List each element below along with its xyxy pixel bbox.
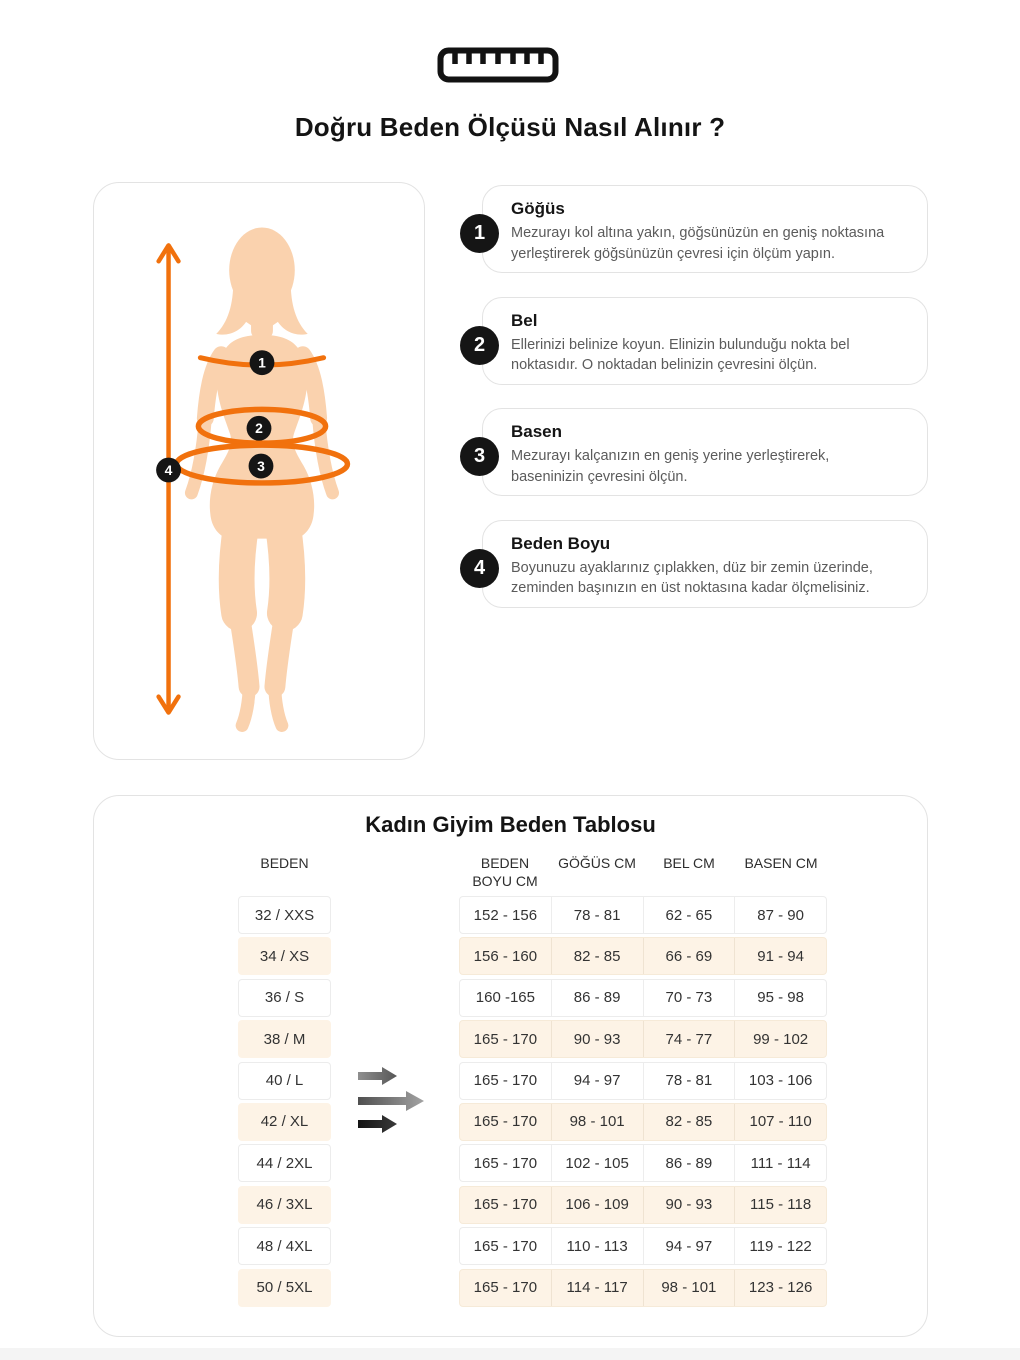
body-figure-card	[93, 182, 425, 760]
footer-strip	[0, 1348, 1020, 1360]
height-cell: 152 - 156	[473, 906, 538, 924]
header-chest: GÖĞÜS CM	[558, 855, 636, 871]
measurement-cells	[459, 1144, 827, 1182]
size-cell: 32 / XXS	[238, 896, 331, 934]
height-cell: 165 - 170	[473, 1196, 538, 1214]
hip-cell: 91 - 94	[734, 938, 826, 974]
instruction-title: Basen	[511, 422, 563, 441]
hip-cell: 119 - 122	[734, 1228, 826, 1264]
instruction-title: Beden Boyu	[511, 533, 611, 553]
waist-cell: 74 - 77	[643, 1021, 735, 1057]
triple-arrow-right-icon	[356, 1067, 426, 1135]
hip-cell: 111 - 114	[734, 1145, 826, 1181]
body-silhouette	[210, 227, 314, 538]
waist-cell: 82 - 85	[643, 1104, 735, 1140]
size-cell: 34 / XS	[238, 937, 331, 975]
header-hip: BASEN CM	[744, 855, 818, 871]
height-cell: 165 - 170	[473, 1279, 538, 1297]
height-cell: 156 - 160	[473, 947, 538, 965]
chest-cell: 94 - 97	[551, 1063, 643, 1099]
body-legs	[237, 526, 288, 726]
instruction-card	[473, 185, 928, 273]
header-height: BEDEN BOYU CM	[472, 855, 538, 889]
chest-cell: 78 - 81	[551, 897, 643, 933]
table-row	[238, 1062, 827, 1100]
row-spacer	[331, 896, 459, 934]
size-table-card	[93, 795, 928, 1337]
instruction-body	[483, 521, 927, 599]
measurement-cells	[459, 1186, 827, 1224]
instruction-number-badge: 3	[460, 437, 499, 476]
size-table-title: Kadın Giyim Beden Tablosu	[365, 812, 656, 837]
size-cell: 44 / 2XL	[238, 1144, 331, 1182]
size-table-header-row	[238, 855, 827, 890]
row-spacer	[331, 979, 459, 1017]
chest-cell: 86 - 89	[551, 980, 643, 1016]
header-waist: BEL CM	[663, 855, 715, 871]
row-spacer	[331, 1269, 459, 1307]
row-spacer	[331, 937, 459, 975]
measurement-cells	[459, 1062, 827, 1100]
waist-cell: 98 - 101	[643, 1270, 735, 1306]
chest-cell: 102 - 105	[551, 1145, 643, 1181]
height-cell: 165 - 170	[473, 1072, 538, 1090]
measurement-cells	[459, 1020, 827, 1058]
instruction-text: Mezurayı kalçanızın en geniş yerine yerleştirerek, baseninizin çevresini ölçün.	[511, 448, 830, 485]
table-row	[238, 1227, 827, 1265]
size-cell: 36 / S	[238, 979, 331, 1017]
size-cell: 46 / 3XL	[238, 1186, 331, 1224]
instruction-number-badge: 2	[460, 326, 499, 365]
marker-1-label: 1	[258, 354, 266, 371]
hip-cell: 123 - 126	[734, 1270, 826, 1306]
measurement-cells	[459, 896, 827, 934]
body-figure-svg	[94, 183, 424, 759]
table-row	[238, 1103, 827, 1141]
instruction-number-badge: 4	[460, 549, 499, 588]
table-row	[238, 1269, 827, 1307]
instruction-number-badge: 1	[460, 214, 499, 253]
size-cell: 40 / L	[238, 1062, 331, 1100]
size-cell: 50 / 5XL	[238, 1269, 331, 1307]
chest-cell: 98 - 101	[551, 1104, 643, 1140]
table-row	[238, 937, 827, 975]
row-spacer	[331, 1144, 459, 1182]
instruction-text: Ellerinizi belinize koyun. Elinizin bulunduğu nokta bel noktasıdır. O noktadan belinizin çevresini ölçün.	[511, 336, 850, 374]
measurement-cells	[459, 1227, 827, 1265]
instruction-card	[473, 297, 928, 385]
size-cell: 42 / XL	[238, 1103, 331, 1141]
instruction-body	[483, 409, 927, 487]
measurement-cells	[459, 979, 827, 1017]
waist-cell: 62 - 65	[643, 897, 735, 933]
waist-cell: 90 - 93	[643, 1187, 735, 1223]
hip-cell: 87 - 90	[734, 897, 826, 933]
marker-2-label: 2	[255, 420, 263, 437]
height-cell: 165 - 170	[473, 1237, 538, 1255]
table-row	[238, 896, 827, 934]
size-cell: 38 / M	[238, 1020, 331, 1058]
waist-cell: 70 - 73	[643, 980, 735, 1016]
row-spacer	[331, 1227, 459, 1265]
table-row	[238, 979, 827, 1017]
instruction-title: Bel	[511, 310, 538, 330]
hip-cell: 103 - 106	[734, 1063, 826, 1099]
row-spacer	[331, 1186, 459, 1224]
waist-cell: 66 - 69	[643, 938, 735, 974]
instruction-card	[473, 408, 928, 496]
instruction-card	[473, 520, 928, 608]
hip-cell: 99 - 102	[734, 1021, 826, 1057]
measurement-cells	[459, 937, 827, 975]
chest-cell: 106 - 109	[551, 1187, 643, 1223]
hip-cell: 107 - 110	[734, 1104, 826, 1140]
chest-cell: 114 - 117	[551, 1270, 643, 1306]
instruction-body	[483, 298, 927, 376]
measurement-cells	[459, 1103, 827, 1141]
instruction-text: Mezurayı kol altına yakın, göğsünüzün en geniş noktasına yerleştirerek göğsünüzün çevresi için ölçüm yapın.	[511, 225, 885, 262]
size-cell: 48 / 4XL	[238, 1227, 331, 1265]
chest-cell: 82 - 85	[551, 938, 643, 974]
size-table-body	[238, 896, 827, 1310]
table-row	[238, 1186, 827, 1224]
waist-cell: 86 - 89	[643, 1145, 735, 1181]
hip-cell: 115 - 118	[734, 1187, 826, 1223]
height-cell: 160 -165	[475, 989, 535, 1007]
chest-cell: 110 - 113	[551, 1228, 643, 1264]
instruction-body	[483, 186, 927, 264]
table-row	[238, 1144, 827, 1182]
chest-cell: 90 - 93	[551, 1021, 643, 1057]
height-cell: 165 - 170	[473, 1113, 538, 1131]
row-spacer	[331, 1020, 459, 1058]
instruction-title: Göğüs	[511, 199, 565, 218]
instruction-text: Boyunuzu ayaklarınız çıplakken, düz bir zemin üzerinde, zeminden başınızın en üst noktasına kadar ölçmelisiniz.	[511, 559, 873, 597]
height-cell: 165 - 170	[473, 1030, 538, 1048]
hip-cell: 95 - 98	[734, 980, 826, 1016]
measurement-cells	[459, 1269, 827, 1307]
header-size: BEDEN	[260, 855, 309, 871]
waist-cell: 78 - 81	[643, 1063, 735, 1099]
page-title: Doğru Beden Ölçüsü Nasıl Alınır ?	[294, 112, 726, 142]
ruler-icon	[437, 47, 559, 83]
height-cell: 165 - 170	[473, 1154, 538, 1172]
table-row	[238, 1020, 827, 1058]
marker-3-label: 3	[257, 458, 265, 474]
waist-cell: 94 - 97	[643, 1228, 735, 1264]
marker-4-label: 4	[164, 461, 173, 478]
